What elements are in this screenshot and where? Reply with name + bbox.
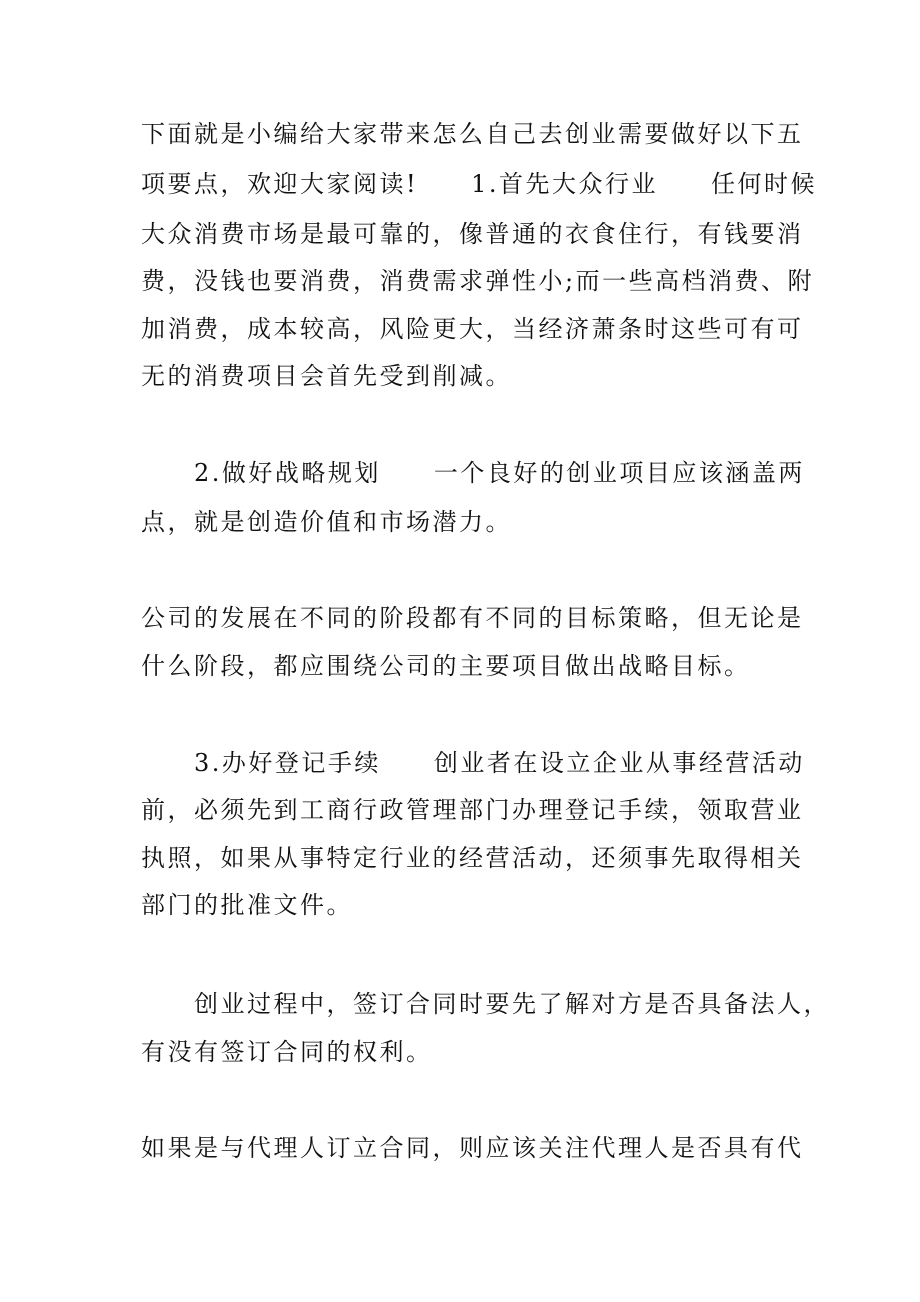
- text-line-15: 创业过程中，签订合同时要先了解对方是否具备法人，: [141, 990, 830, 1018]
- text-line-16: 有没有签订合同的权利。: [141, 1038, 433, 1066]
- text-line-9: 公司的发展在不同的阶段都有不同的目标策略，但无论是: [141, 604, 804, 632]
- text-line-4: 费，没钱也要消费，消费需求弹性小;而一些高档消费、附: [141, 267, 815, 295]
- text-line-3: 大众消费市场是最可靠的，像普通的衣食住行，有钱要消: [141, 220, 804, 248]
- text-line-7: 2.做好战略规划 一个良好的创业项目应该涵盖两: [141, 459, 805, 487]
- text-line-2: 项要点，欢迎大家阅读! 1.首先大众行业 任何时候: [141, 170, 818, 198]
- text-line-1: 下面就是小编给大家带来怎么自己去创业需要做好以下五: [141, 120, 804, 148]
- text-line-12: 前，必须先到工商行政管理部门办理登记手续，领取营业: [141, 796, 804, 824]
- text-line-5: 加消费，成本较高，风险更大，当经济萧条时这些可有可: [141, 315, 804, 343]
- text-line-8: 点，就是创造价值和市场潜力。: [141, 508, 512, 536]
- text-line-17: 如果是与代理人订立合同，则应该关注代理人是否具有代: [141, 1134, 804, 1162]
- text-line-6: 无的消费项目会首先受到削减。: [141, 362, 512, 390]
- text-line-13: 执照，如果从事特定行业的经营活动，还须事先取得相关: [141, 844, 804, 872]
- text-line-11: 3.办好登记手续 创业者在设立企业从事经营活动: [141, 749, 805, 777]
- text-line-10: 什么阶段，都应围绕公司的主要项目做出战略目标。: [141, 652, 751, 680]
- text-line-14: 部门的批准文件。: [141, 891, 353, 919]
